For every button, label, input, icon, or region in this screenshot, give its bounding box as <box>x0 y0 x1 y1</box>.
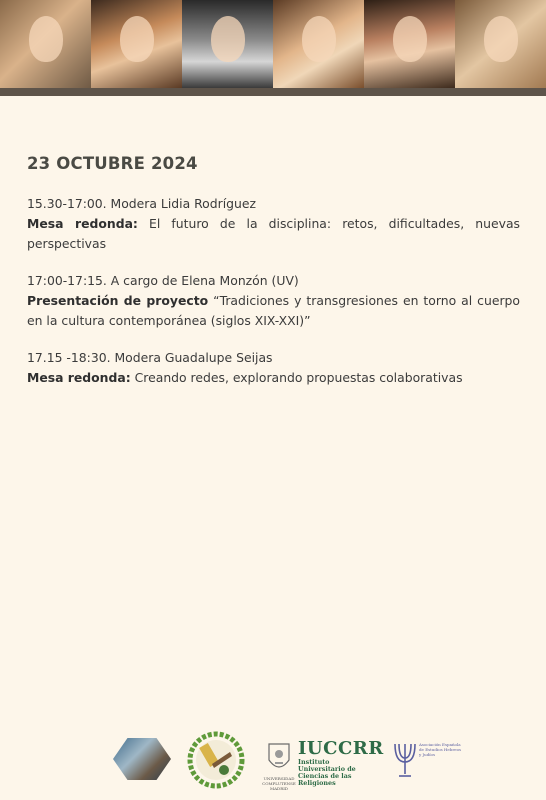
institute-acronym: IUCCRR <box>298 738 384 759</box>
menorah-icon <box>392 738 418 780</box>
session-description <box>27 291 520 331</box>
session-title: Creando redes, explorando propuestas colaborativas <box>130 370 463 385</box>
portrait-image <box>182 0 273 88</box>
session-description <box>27 368 520 388</box>
session-type: Mesa redonda: <box>27 370 131 385</box>
portrait-image <box>0 0 91 88</box>
session-time: 17:00-17:15. A cargo de Elena Monzón (UV) <box>27 273 299 288</box>
hexagon-logo <box>113 738 171 780</box>
session-type: Presentación de proyecto <box>27 293 209 308</box>
wreath-logo <box>186 730 246 790</box>
portrait-image <box>273 0 364 88</box>
institute-name: Instituto Universitario de Ciencias de las Religiones <box>298 758 356 787</box>
session-time: 15.30-17:00. Modera Lidia Rodríguez <box>27 196 256 211</box>
portrait-image <box>91 0 182 88</box>
association-name: Asociación Española de Estudios Hebreos y Judíos <box>419 742 462 758</box>
event-date: 23 OCTUBRE 2024 <box>27 154 198 173</box>
banner-divider <box>0 88 546 96</box>
session-description <box>27 214 520 254</box>
session-time: 17.15 -18:30. Modera Guadalupe Seijas <box>27 350 273 365</box>
session-2 <box>27 271 520 331</box>
university-name: UNIVERSIDAD COMPLUTENSE MADRID <box>262 776 296 791</box>
session-title: “Tradiciones y transgresiones en torno al cuerpo en la cultura contemporánea (siglos XIX-XXI)” <box>27 293 521 328</box>
sponsor-logos <box>0 728 546 792</box>
session-1 <box>27 194 520 254</box>
session-type: Mesa redonda: <box>27 216 138 231</box>
session-3 <box>27 348 520 388</box>
portrait-image <box>455 0 546 88</box>
portrait-image <box>364 0 455 88</box>
session-title: El futuro de la disciplina: retos, dificultades, nuevas perspectivas <box>27 216 520 251</box>
university-seal-icon <box>266 740 292 776</box>
portrait-banner <box>0 0 546 88</box>
